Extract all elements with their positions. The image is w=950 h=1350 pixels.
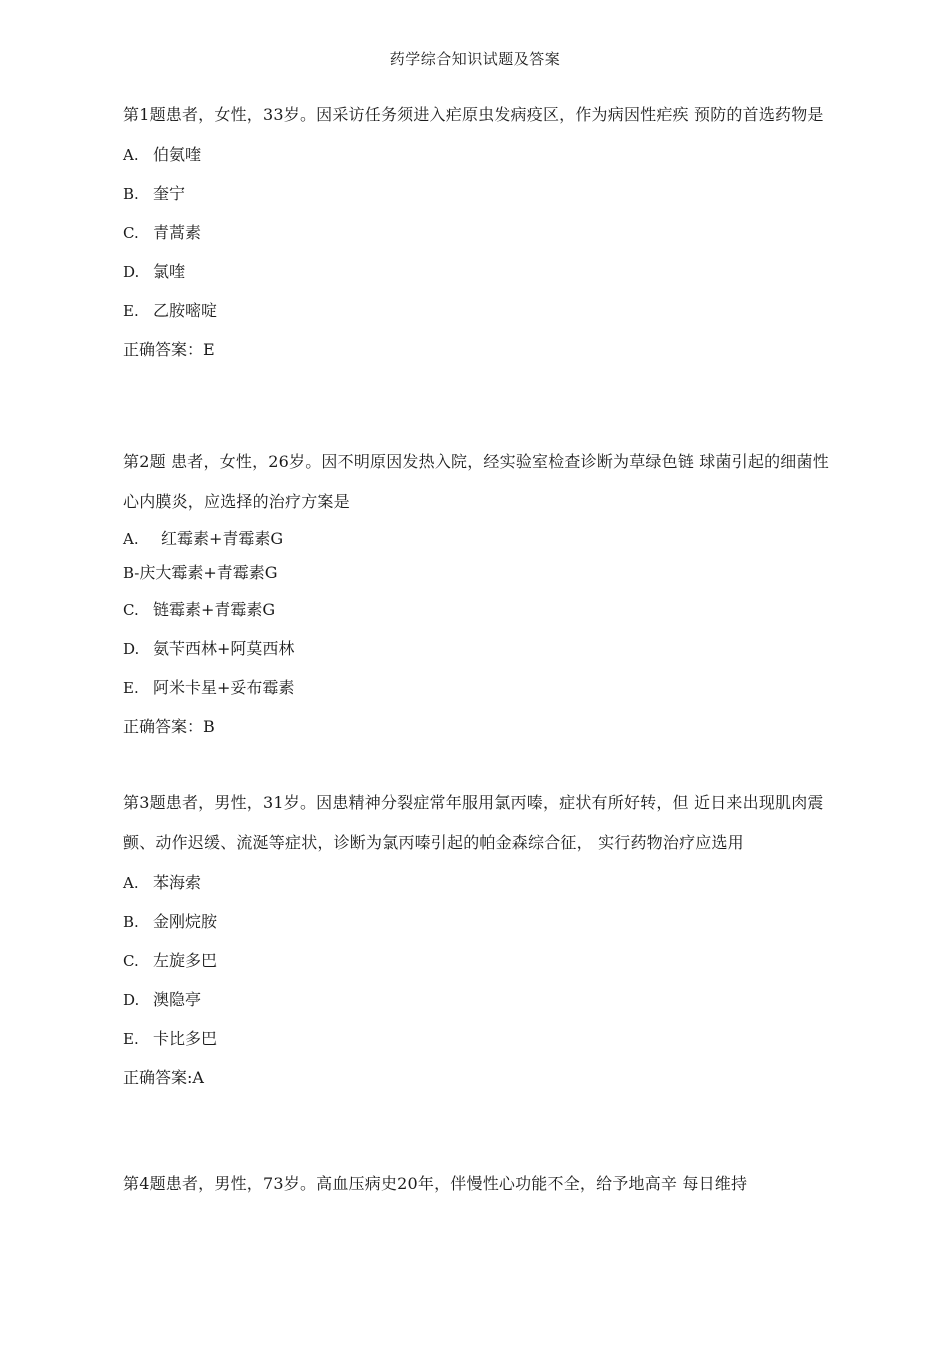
correct-answer: 正确答案：E bbox=[123, 340, 215, 359]
option-b bbox=[123, 174, 833, 213]
option-text: 伯氨喹 bbox=[153, 145, 202, 164]
option-text: 奎宁 bbox=[153, 184, 186, 203]
option-letter: E. bbox=[123, 302, 139, 320]
option-letter: B. bbox=[123, 913, 139, 931]
correct-answer: 正确答案:A bbox=[123, 1068, 204, 1087]
option-a bbox=[123, 135, 833, 174]
option-letter: D. bbox=[123, 263, 140, 281]
option-a bbox=[123, 522, 833, 556]
option-letter: D. bbox=[123, 991, 140, 1009]
option-text: 金刚烷胺 bbox=[153, 912, 218, 931]
option-e bbox=[123, 291, 833, 330]
option-text: 氨苄西林+阿莫西林 bbox=[153, 639, 295, 658]
option-e bbox=[123, 1019, 833, 1058]
option-text: 卡比多巴 bbox=[153, 1029, 218, 1048]
document-title: 药学综合知识试题及答案 bbox=[389, 50, 561, 68]
option-b bbox=[123, 902, 833, 941]
option-letter: C. bbox=[123, 224, 139, 242]
option-letter: C. bbox=[123, 601, 139, 619]
option-text: 链霉素+青霉素G bbox=[153, 600, 276, 619]
option-letter: A. bbox=[123, 146, 139, 164]
option-c bbox=[123, 213, 833, 252]
option-letter: C. bbox=[123, 952, 139, 970]
option-text: 苯海索 bbox=[153, 873, 202, 892]
option-letter: B- bbox=[123, 564, 140, 582]
option-letter: E. bbox=[123, 679, 139, 697]
question-stem: 第1题患者，女性，33岁。因采访任务须进入疟原虫发病疫区，作为病因性疟疾 预防的首选药物是 bbox=[123, 105, 824, 124]
question-1 bbox=[123, 95, 833, 369]
option-letter: E. bbox=[123, 1030, 139, 1048]
option-c bbox=[123, 590, 833, 629]
question-4 bbox=[123, 1164, 833, 1204]
option-d bbox=[123, 980, 833, 1019]
question-stem: 第3题患者，男性，31岁。因患精神分裂症常年服用氯丙嗪，症状有所好转，但 近日来出现肌肉震颤、动作迟缓、流涎等症状，诊断为氯丙嗪引起的帕金森综合征， 实行药物治疗应选用 bbox=[123, 793, 824, 852]
option-text: 青蒿素 bbox=[153, 223, 202, 242]
option-e bbox=[123, 668, 833, 707]
correct-answer: 正确答案：B bbox=[123, 717, 215, 736]
option-d bbox=[123, 252, 833, 291]
option-text: 乙胺嘧啶 bbox=[153, 301, 218, 320]
question-stem: 第2题 患者，女性，26岁。因不明原因发热入院，经实验室检查诊断为草绿色链 球菌引起的细菌性心内膜炎，应选择的治疗方案是 bbox=[123, 452, 829, 511]
option-text: 阿米卡星+妥布霉素 bbox=[153, 678, 295, 697]
option-c bbox=[123, 941, 833, 980]
option-d bbox=[123, 629, 833, 668]
option-letter: A. bbox=[123, 874, 139, 892]
option-text: 红霉素+青霉素G bbox=[161, 529, 284, 548]
question-stem: 第4题患者，男性，73岁。高血压病史20年，伴慢性心功能不全，给予地高辛 每日维持 bbox=[123, 1174, 748, 1193]
option-b bbox=[123, 556, 833, 590]
option-letter: A. bbox=[123, 530, 139, 548]
question-3 bbox=[123, 783, 833, 1097]
option-letter: B. bbox=[123, 185, 139, 203]
option-text: 澳隐亭 bbox=[153, 990, 202, 1009]
option-a bbox=[123, 863, 833, 902]
question-2 bbox=[123, 442, 833, 746]
option-letter: D. bbox=[123, 640, 140, 658]
option-text: 庆大霉素+青霉素G bbox=[139, 563, 278, 582]
option-text: 氯喹 bbox=[153, 262, 186, 281]
option-text: 左旋多巴 bbox=[153, 951, 218, 970]
